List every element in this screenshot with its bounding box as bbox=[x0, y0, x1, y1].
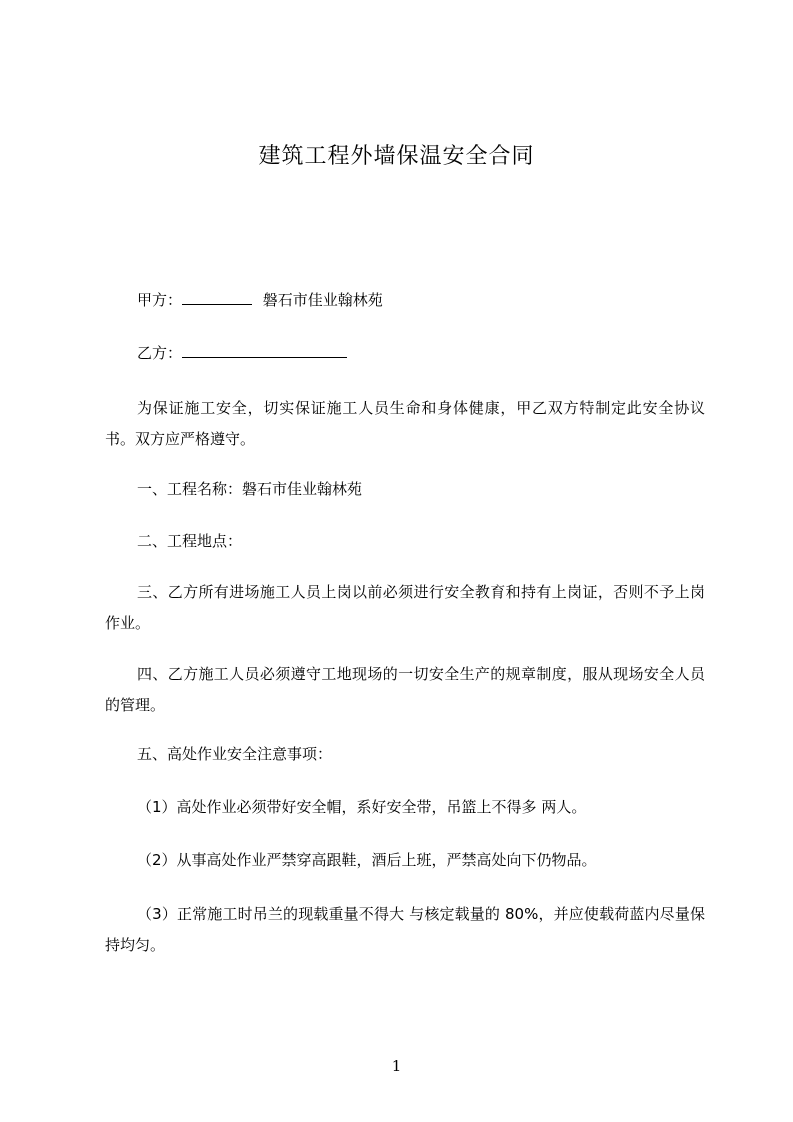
item-project-location: 二、工程地点： bbox=[137, 532, 243, 550]
document-title: 建筑工程外墙保温安全合同 bbox=[258, 144, 535, 169]
party-b-label: 乙方： bbox=[137, 344, 183, 362]
item-safety-education: 三、乙方所有进场施工人员上岗以前必须进行安全教育和持有上岗证，否则不予上岗作业。 bbox=[105, 583, 705, 632]
page-number: 1 bbox=[391, 1057, 402, 1075]
sub-item-load: （3）正常施工时吊兰的现载重量不得大 与核定载量的 80%，并应使载荷蓝内尽量保持均匀。 bbox=[105, 905, 705, 954]
item-project-name: 一、工程名称：磐石市佳业翰林苑 bbox=[137, 480, 363, 498]
party-a-line bbox=[137, 290, 383, 310]
party-a-blank bbox=[182, 290, 252, 305]
sub-item-helmet: （1）高处作业必须带好安全帽，系好安全带，吊篮上不得多 两人。 bbox=[137, 798, 587, 816]
item-site-rules: 四、乙方施工人员必须遵守工地现场的一切安全生产的规章制度，服从现场安全人员的管理。 bbox=[105, 665, 705, 714]
sub-item-heels: （2）从事高处作业严禁穿高跟鞋，酒后上班，严禁高处向下仍物品。 bbox=[137, 851, 597, 869]
item-height-work: 五、高处作业安全注意事项： bbox=[137, 745, 333, 763]
party-b-blank bbox=[182, 343, 347, 358]
party-a-label: 甲方： bbox=[137, 291, 183, 309]
intro-paragraph: 为保证施工安全，切实保证施工人员生命和身体健康，甲乙双方特制定此安全协议书。双方应严格遵守。 bbox=[105, 399, 705, 448]
party-b-line bbox=[137, 343, 347, 363]
party-a-value: 磐石市佳业翰林苑 bbox=[262, 291, 383, 309]
